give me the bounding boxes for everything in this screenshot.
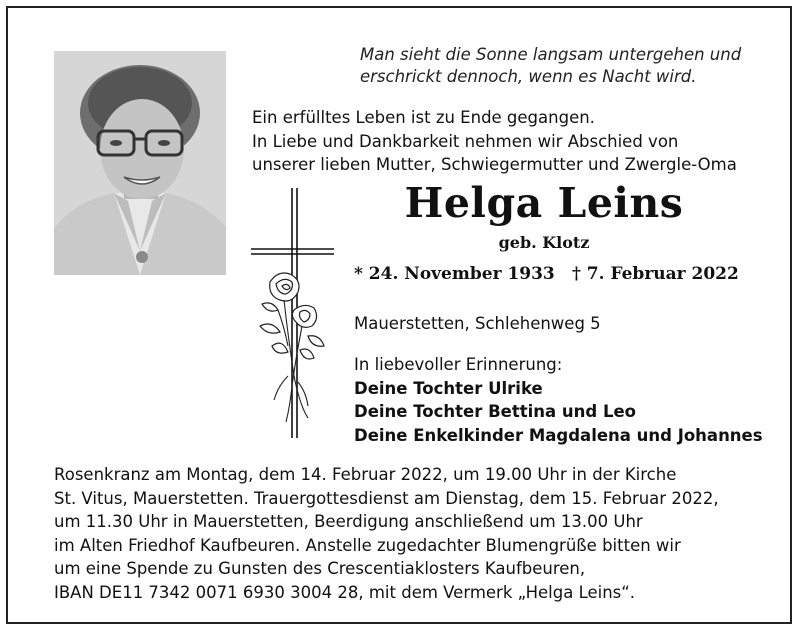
birth-date: * 24. November 1933	[354, 264, 555, 284]
deceased-name: Helga Leins	[404, 179, 684, 227]
portrait-photo	[54, 51, 226, 275]
cross-with-roses-icon	[248, 186, 338, 441]
details-line: im Alten Friedhof Kaufbeuren. Anstelle zugedachter Blumengrüße bitten wir	[54, 535, 681, 555]
service-details	[54, 463, 719, 604]
intro-line: unserer lieben Mutter, Schwiegermutter und Zwergle-Oma	[252, 155, 737, 174]
intro-text	[252, 106, 737, 177]
quote	[360, 44, 770, 88]
mourner-line: Deine Tochter Ulrike	[354, 378, 543, 398]
details-line: um 11.30 Uhr in Mauerstetten, Beerdigung anschließend um 13.00 Uhr	[54, 512, 643, 531]
portrait-photo-icon	[54, 51, 226, 275]
details-line: Rosenkranz am Montag, dem 14. Februar 2022, um 19.00 Uhr in der Kirche	[54, 465, 677, 484]
address: Mauerstetten, Schlehenweg 5	[354, 314, 601, 333]
quote-line: erschrickt dennoch, wenn es Nacht wird.	[360, 67, 697, 86]
intro-line: Ein erfülltes Leben ist zu Ende gegangen.	[252, 108, 595, 127]
details-line: um eine Spende zu Gunsten des Crescentiaklosters Kaufbeuren,	[54, 559, 586, 578]
mourners-heading: In liebevoller Erinnerung:	[354, 355, 563, 374]
quote-line: Man sieht die Sonne langsam untergehen und	[360, 45, 742, 64]
details-line: St. Vitus, Mauerstetten. Trauergottesdienst am Dienstag, dem 15. Februar 2022,	[54, 488, 719, 508]
mourner-line: Deine Enkelkinder Magdalena und Johannes	[354, 425, 763, 445]
death-date: † 7. Februar 2022	[572, 264, 739, 284]
intro-line: In Liebe und Dankbarkeit nehmen wir Abschied von	[252, 131, 679, 151]
birth-name: geb. Klotz	[498, 233, 590, 252]
mourner-line: Deine Tochter Bettina und Leo	[354, 402, 637, 421]
mourners-block	[354, 353, 763, 447]
details-line: IBAN DE11 7342 0071 6930 3004 28, mit dem Vermerk „Helga Leins“.	[54, 582, 636, 602]
